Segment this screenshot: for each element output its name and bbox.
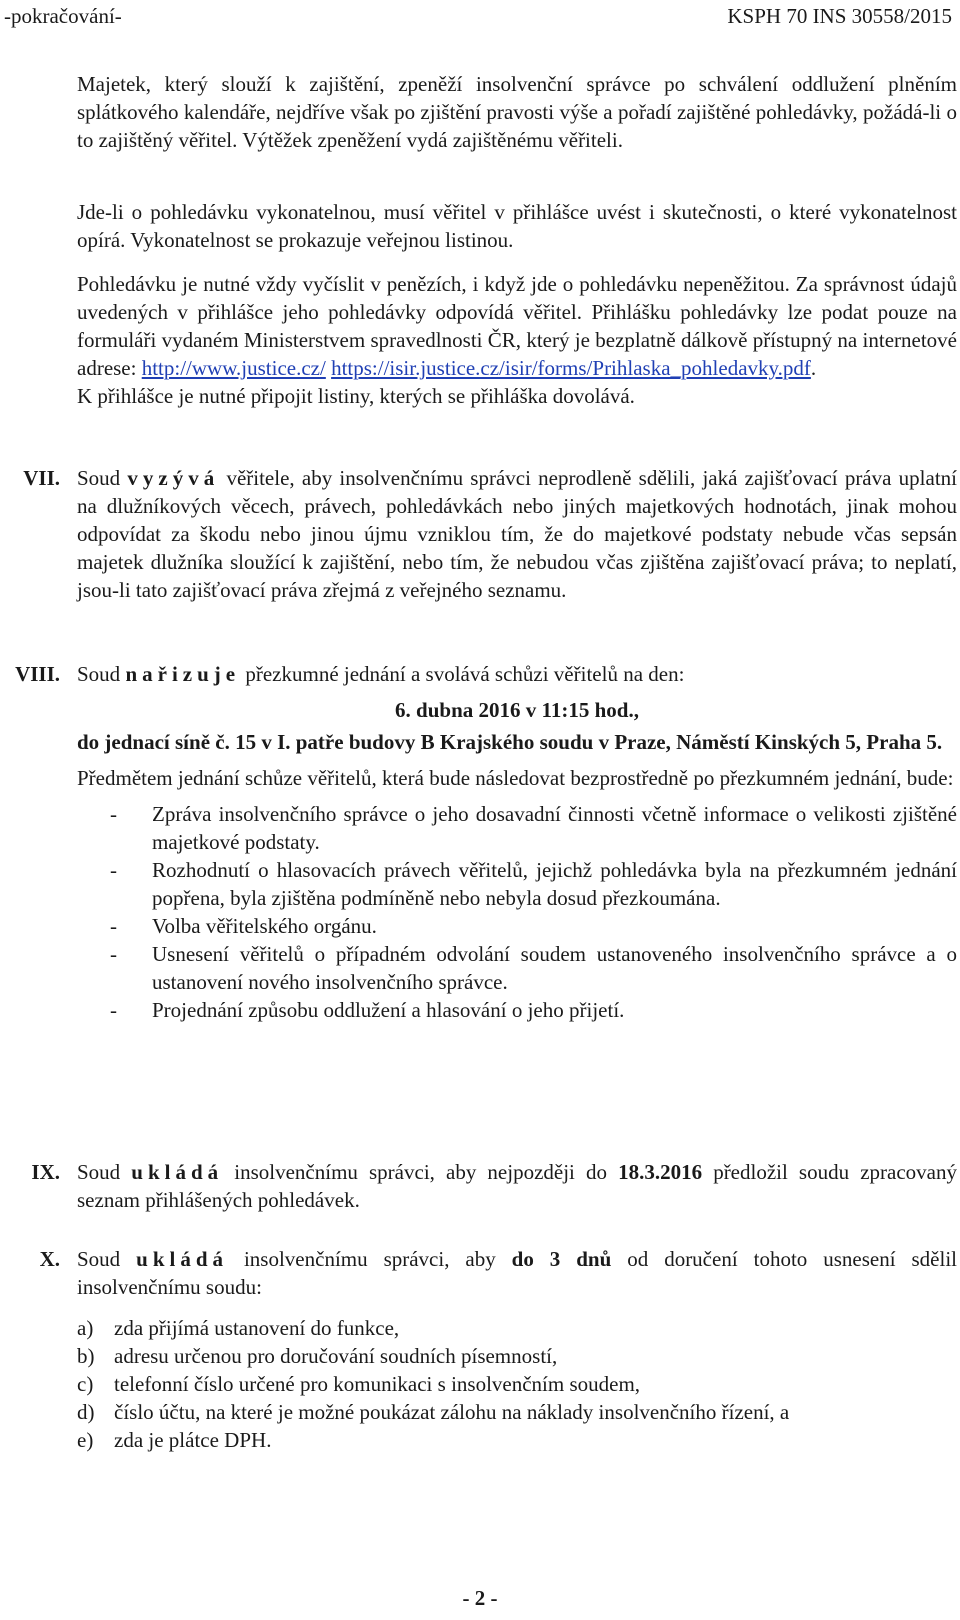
agenda-item: - Usnesení věřitelů o případném odvolání soudem ustanoveného insolvenčního správce a o ustanovení nového insolvenčního správce. (110, 942, 957, 994)
agenda-item: - Projednání způsobu oddlužení a hlasování o jeho přijetí. (110, 998, 625, 1022)
section-number-x: X. (39, 1247, 60, 1271)
agenda-item: - Rozhodnutí o hlasovacích právech věřitelů, jejichž pohledávka byla na přezkumném jednání popřena, byla zjištěna podmíněně nebo nebyla dosud přezkoumána. (110, 858, 957, 910)
page-number: - 2 - (462, 1586, 498, 1610)
paragraph-secured-assets: Majetek, který slouží k zajištění, zpeněží insolvenční správce po schválení oddlužení plněním splátkového kalendáře, nejdříve však po zjištění pravosti výše a pořadí zajištěné pohledávky, požádá-li o to zajištěný věřitel. Výtěžek zpeněžení vydá zajištěnému věřiteli. (77, 72, 957, 152)
paragraph-claim-form: Pohledávku je nutné vždy vyčíslit v penězích, i když jde o pohledávku nepeněžitou. Za správnost údajů uvedených v přihlášce jeho pohledávky odpovídá věřitel. Přihlášku pohledávky lze podat pouze na formuláři vydaném Ministerstvem spravedlnosti ČR, který je bezplatně dálkově přístupný na internetové adrese: http://www.justice.cz/ https://isir.justice.cz/isir/forms/Prihlaska_pohledavky.pdf. K přihlášce je nutné připojit listiny, kterých se přihláška dovolává. (77, 272, 957, 408)
deadline-days: do 3 dnů (511, 1247, 612, 1271)
justice-link[interactable]: http://www.justice.cz/ (141, 356, 326, 380)
verb-narizuje: nařizuje (125, 662, 241, 686)
hearing-place: do jednací síně č. 15 v I. patře budovy B Krajského soudu v Praze, Náměstí Kinských 5, Praha 5. (77, 730, 943, 754)
agenda-item: - Zpráva insolvenčního správce o jeho dosavadní činnosti včetně informace o velikosti zjištěné majetkové podstaty. (110, 802, 957, 854)
isir-form-link[interactable]: https://isir.justice.cz/isir/forms/Prihlaska_pohledavky.pdf (331, 356, 811, 380)
info-item: c) telefonní číslo určené pro komunikaci s insolvenčním soudem, (77, 1372, 641, 1396)
meeting-subject: Předmětem jednání schůze věřitelů, která bude následovat bezprostředně po přezkumném jednání, bude: (77, 766, 954, 790)
info-item: e) zda je plátce DPH. (77, 1428, 272, 1452)
paragraph-enforceable-claim: Jde-li o pohledávku vykonatelnou, musí věřitel v přihlášce uvést i skutečnosti, o které vykonatelnost opírá. Vykonatelnost se prokazuje veřejnou listinou. (77, 200, 957, 252)
info-item: b) adresu určenou pro doručování soudních písemností, (77, 1344, 558, 1368)
verb-vyzyva: vyzývá (127, 466, 220, 490)
info-list (77, 1314, 957, 1454)
hearing-date: 6. dubna 2016 v 11:15 hod., (395, 698, 639, 722)
page-header (0, 2, 960, 32)
agenda-item: - Volba věřitelského orgánu. (110, 914, 377, 938)
section-ix: Soud ukládá insolvenčnímu správci, aby nejpozději do 18.3.2016 předložil soudu zpracovaný seznam přihlášených pohledávek. (77, 1160, 957, 1212)
continuation-label: -pokračování- (4, 4, 122, 28)
case-number: KSPH 70 INS 30558/2015 (727, 4, 952, 28)
section-vii: Soud vyzývá věřitele, aby insolvenčnímu správci neprodleně sdělili, jaká zajišťovací práva uplatní na dlužníkových věcech, právech, pohledávkách nebo jiných majetkových hodnotách, jinak mohou odpovídat za škodu nebo jinou újmu vzniklou tím, že do majetkové podstaty nebude včas sepsán majetek dlužníka sloužící k zajištění, nebo tím, že nebudou včas zjištěna zajišťovací práva; to neplatí, jsou-li tato zajišťovací práva zřejmá z veřejného seznamu. (77, 466, 957, 602)
section-number-viii: VIII. (15, 662, 60, 686)
info-item: d) číslo účtu, na které je možné poukázat zálohu na náklady insolvenčního řízení, a (77, 1400, 790, 1424)
agenda-list (77, 800, 957, 1024)
section-x: Soud ukládá insolvenčnímu správci, aby do 3 dnů od doručení tohoto usnesení sdělil insolvenčnímu soudu: a) zda přijímá ustanovení do funkce, b) adresu určenou pro doručování soudních písemností, c) telefonní číslo určené pro komunikaci s insolvenčním soudem, d) číslo účtu, na které je možné poukázat zálohu na náklady insolvenčního řízení, a e) zda je plátce DPH. (77, 1247, 957, 1452)
info-item: a) zda přijímá ustanovení do funkce, (77, 1316, 400, 1340)
section-number-ix: IX. (31, 1160, 60, 1184)
verb-uklada: ukládá (131, 1160, 224, 1184)
section-number-vii: VII. (23, 466, 60, 490)
section-viii: Soud nařizuje přezkumné jednání a svolává schůzi věřitelů na den: 6. dubna 2016 v 11:15 hod., do jednací síně č. 15 v I. patře budovy B Krajského soudu v Praze, Náměstí Kinských 5, Praha 5. Předmětem jednání schůze věřitelů, která bude následovat bezprostředně po přezkumném jednání, bude: - Zpráva insolvenčního správce o jeho dosavadní činnosti včetně informace o velikosti zjištěné majetkové podstaty. - Rozhodnutí o hlasovacích právech věřitelů, jejichž pohledávka byla na přezkumném jednání popřena, byla zjištěna podmíněně nebo nebyla dosud přezkoumána. - Volba věřitelského orgánu. - Usnesení věřitelů o případném odvolání soudem ustanoveného insolvenčního správce a o ustanovení nového insolvenčního správce. - Projednání způsobu oddlužení a hlasování o jeho přijetí. (77, 662, 957, 1022)
deadline-date: 18.3.2016 (618, 1160, 703, 1184)
verb-uklada-2: ukládá (136, 1247, 229, 1271)
